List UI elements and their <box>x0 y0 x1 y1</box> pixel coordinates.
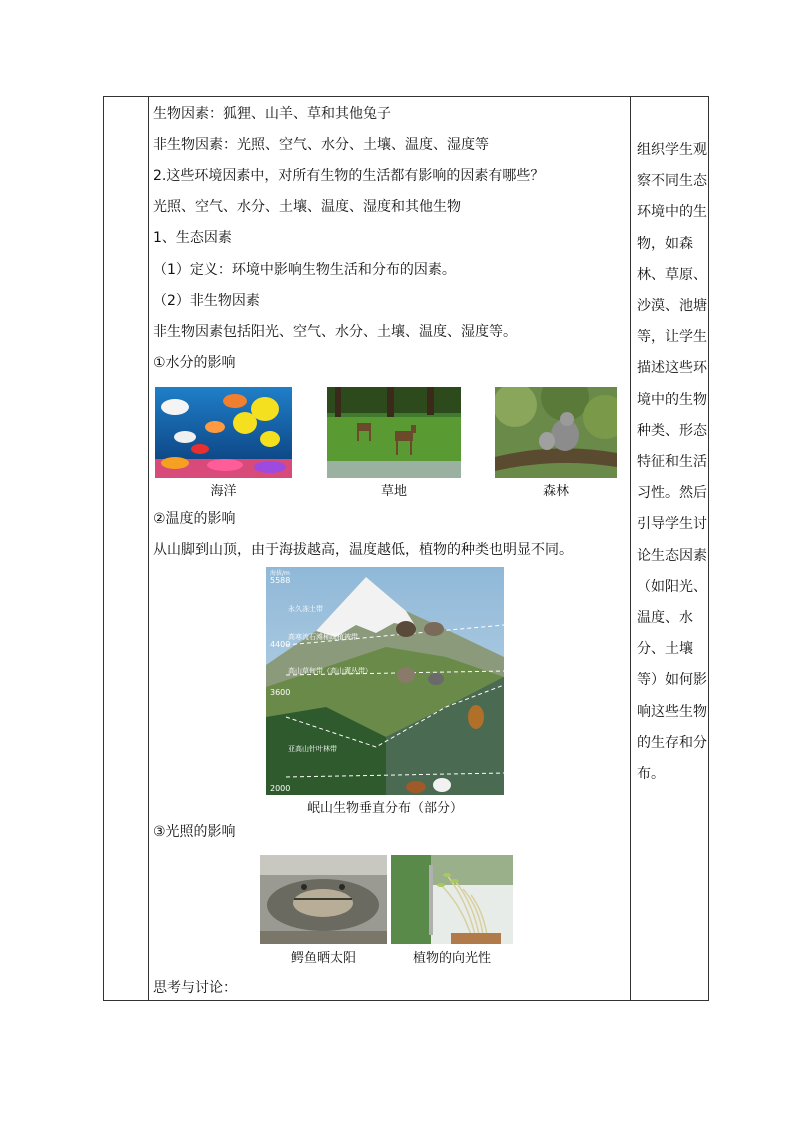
note-line: 特征和生活 <box>637 454 707 471</box>
caption-crocodile: 鳄鱼晒太阳 <box>290 951 356 966</box>
caption-grassland: 草地 <box>380 484 407 499</box>
ocean-image <box>155 387 292 478</box>
altitude-label-top: 5588 <box>270 576 291 585</box>
note-line: 林、草原、 <box>637 266 707 283</box>
teaching-notes <box>637 135 709 790</box>
text-line: 光照、空气、水分、土壤、温度、湿度和其他生物 <box>153 199 461 215</box>
lesson-table <box>103 96 709 1001</box>
caption-ocean: 海洋 <box>210 484 237 499</box>
note-line: 沙漠、池塘 <box>637 298 707 315</box>
note-line: 等，让学生 <box>637 329 707 346</box>
note-line: 描述这些环 <box>637 360 707 377</box>
note-line: 布。 <box>637 766 665 783</box>
note-line: 组织学生观 <box>637 142 707 158</box>
text-line: （2）非生物因素 <box>153 293 260 309</box>
text-line: 非生物因素包括阳光、空气、水分、土壤、温度、湿度等。 <box>153 324 517 340</box>
note-line: 察不同生态 <box>637 173 707 190</box>
text-line: ①水分的影响 <box>153 355 236 371</box>
text-line: 1、生态因素 <box>153 230 232 246</box>
text-line: ②温度的影响 <box>153 511 236 527</box>
text-line: 从山脚到山顶，由于海拔越高，温度越低，植物的种类也明显不同。 <box>153 542 573 558</box>
zone-label: 亚高山针叶林带 <box>288 745 337 753</box>
zone-label: 高寒流石滩稀疏植被带 <box>288 633 358 641</box>
text-line: （1）定义：环境中影响生物生活和分布的因素。 <box>153 262 456 278</box>
altitude-label: 3600 <box>270 688 291 697</box>
altitude-unit-label: 海拔/m <box>270 570 290 577</box>
crocodile-image <box>260 855 387 944</box>
note-line: 温度、水 <box>637 610 693 627</box>
note-line: 种类、形态 <box>637 422 707 439</box>
phototropism-image <box>391 855 513 944</box>
note-line: 物，如森 <box>637 235 693 252</box>
altitude-label: 4400 <box>270 640 291 649</box>
text-line: 生物因素：狐狸、山羊、草和其他兔子 <box>153 106 391 122</box>
discussion-label: 思考与讨论： <box>153 980 237 996</box>
text-line: 2.这些环境因素中，对所有生物的生活都有影响的因素有哪些？ <box>153 168 545 184</box>
caption-mountain: 岷山生物垂直分布（部分） <box>306 801 463 816</box>
zone-label: 永久冻土带 <box>288 605 323 613</box>
note-line: 的生存和分 <box>637 734 707 751</box>
content-cell <box>149 97 631 1000</box>
teaching-notes-cell <box>631 97 709 1000</box>
note-line: 论生态因素 <box>637 547 707 564</box>
altitude-label-bottom: 2000 <box>270 784 291 793</box>
note-line: 习性。然后 <box>637 485 707 502</box>
note-line: （如阳光、 <box>637 578 707 595</box>
forest-image <box>495 387 617 478</box>
note-line: 环境中的生 <box>637 204 707 221</box>
mountain-zone-diagram <box>266 567 504 795</box>
grassland-image <box>327 387 461 478</box>
text-line: ③光照的影响 <box>153 824 236 840</box>
note-line: 引导学生讨 <box>637 516 707 533</box>
caption-forest: 森林 <box>542 484 569 499</box>
note-line: 境中的生物 <box>637 391 707 408</box>
note-line: 等）如何影 <box>637 672 707 689</box>
caption-phototropism: 植物的向光性 <box>412 951 491 966</box>
note-line: 分、土壤 <box>637 641 693 658</box>
zone-label: 高山草甸带（高山灌丛带） <box>288 667 372 675</box>
text-line: 非生物因素：光照、空气、水分、土壤、温度、湿度等 <box>153 137 489 153</box>
note-line: 响这些生物 <box>637 703 707 720</box>
